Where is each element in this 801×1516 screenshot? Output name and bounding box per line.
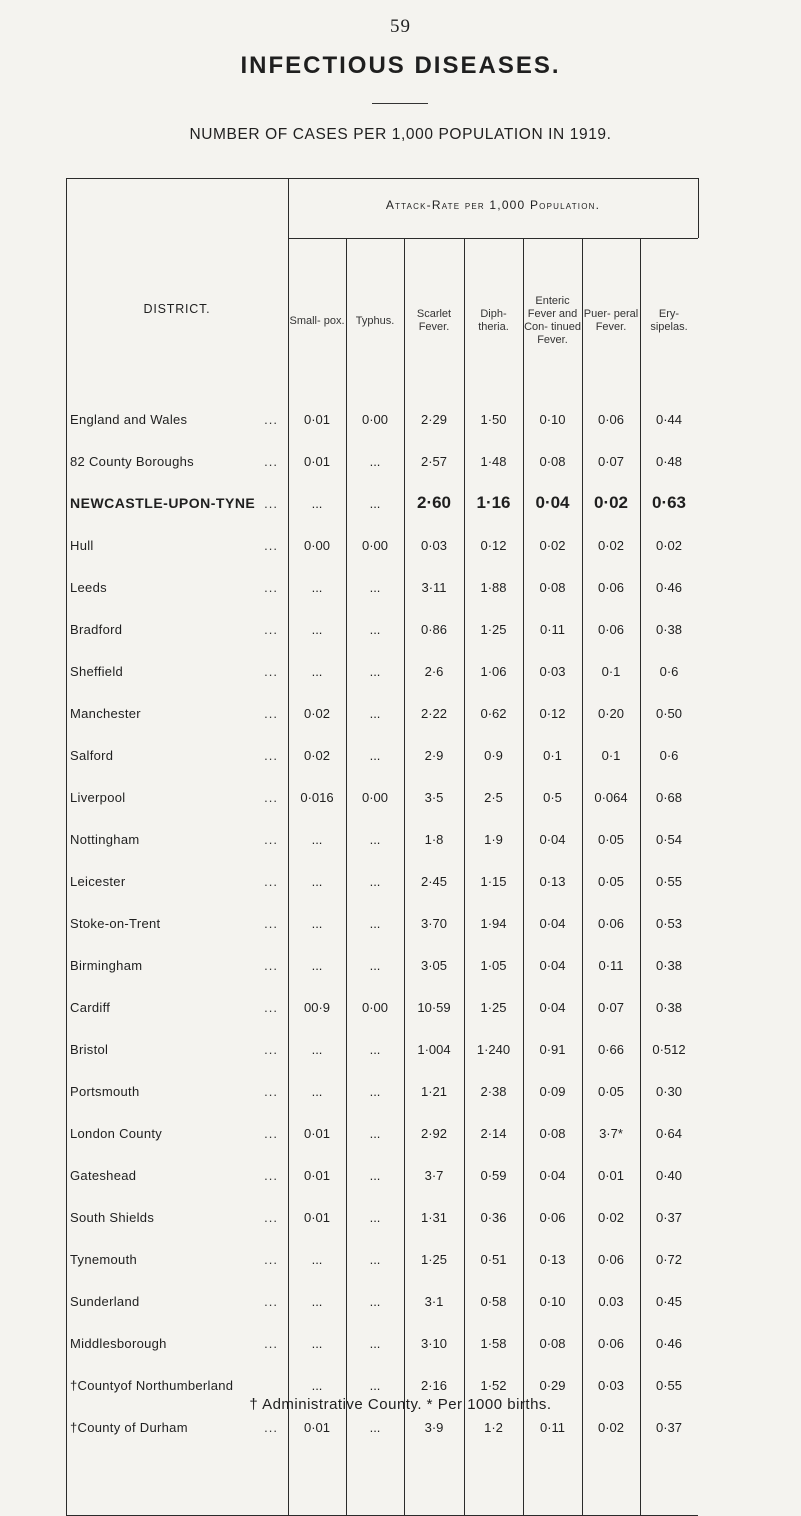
table-cell: ... [369,579,381,595]
table-cell: 0·13 [539,1251,566,1267]
table-cell: 1·94 [480,915,507,931]
table-cell: 0·1 [543,747,562,763]
table-cell: 3·5 [424,789,444,805]
district-name [70,484,284,522]
table-cell: 0·06 [597,915,625,931]
table-cell: 0·37 [655,1419,683,1435]
district-label: Bristol [70,1041,109,1057]
district-name [70,946,284,984]
leader-dots [122,622,284,637]
footnote: † Administrative County. * Per 1000 births. [249,1396,552,1413]
page-number: 59 [390,16,411,37]
table-cell: 0·08 [539,453,566,469]
column-header-puerperal-fever: Puer- peral Fever. [583,308,639,333]
table-cell: 1·21 [420,1083,448,1099]
table-cell: 0·00 [303,537,331,553]
leader-dots [187,412,284,427]
table-cell: 0·05 [597,1083,625,1099]
table-cell: 0·1 [601,663,621,679]
table-row [66,1198,698,1236]
table-cell: 0·59 [480,1167,507,1183]
table-cell: 2·29 [420,411,448,427]
district-label: London County [70,1125,163,1141]
district-name [70,778,284,816]
district-label: England and Wales [70,411,188,427]
leader-dots [136,1168,284,1183]
table-cell: 0·6 [659,747,679,763]
table-row [66,904,698,942]
table-cell: 0·02 [597,1209,625,1225]
table-cell: 1·06 [480,663,507,679]
leader-dots [94,538,284,553]
leader-dots [194,454,284,469]
table-cell: 0·02 [303,747,331,763]
district-name [70,694,284,732]
table-cell: 0·03 [539,663,566,679]
table-cell: 0·06 [597,411,625,427]
leader-dots [188,1420,284,1435]
leader-dots [162,1126,284,1141]
district-name [70,442,284,480]
table-row [66,862,698,900]
table-cell: 0·01 [303,453,331,469]
table-cell: 0·04 [535,493,570,512]
table-cell: 2·57 [420,453,448,469]
table-cell: 2·22 [420,705,448,721]
district-name [70,568,284,606]
table-cell: 0·05 [597,831,625,847]
table-cell: 0·46 [655,579,683,595]
column-header-smallpox: Small- pox. [289,314,345,327]
table-cell: 0·05 [597,873,625,889]
table-cell: 0·06 [597,579,625,595]
leader-dots [123,664,284,679]
table-cell: ... [369,1041,381,1057]
table-top-border [66,178,698,179]
table-cell: 0·29 [539,1377,566,1393]
district-name [70,862,284,900]
table-cell: 0·66 [597,1041,625,1057]
table-cell: 0·04 [539,999,566,1015]
table-cell: 0·68 [655,789,683,805]
table-cell: ... [369,495,381,511]
district-name [70,988,284,1026]
table-cell: 0·30 [655,1083,683,1099]
leader-dots [113,748,284,763]
table-cell: 0·02 [303,705,331,721]
table-cell: 0·07 [597,453,625,469]
column-header-typhus: Typhus. [355,314,395,327]
table-cell: 2·45 [420,873,448,889]
table-cell: 0·5 [543,789,562,805]
table-cell: 0·06 [597,1251,625,1267]
district-label: Cardiff [70,999,111,1015]
table-cell: ... [369,453,381,469]
table-cell: ... [311,579,323,595]
table-cell: 3·10 [420,1335,448,1351]
table-cell: 0·00 [361,411,389,427]
table-cell: 1·48 [480,453,507,469]
district-label: Manchester [70,705,141,721]
table-cell: ... [369,1167,381,1183]
district-label: Bradford [70,621,123,637]
table-cell: ... [369,957,381,973]
table-cell: 0·72 [655,1251,683,1267]
district-name [70,736,284,774]
table-cell: 0.03 [598,1293,624,1309]
table-row [66,946,698,984]
district-name [70,1408,284,1446]
table-cell: 0·54 [655,831,683,847]
table-cell: 0·40 [655,1167,683,1183]
leader-dots [139,1084,284,1099]
table-cell: ... [311,1293,323,1309]
district-label: Sunderland [70,1293,140,1309]
table-cell: 0·02 [593,493,629,512]
table-cell: 0·64 [655,1125,683,1141]
table-cell: 0·00 [361,999,389,1015]
district-name [70,1324,284,1362]
group-header-rule [288,238,698,239]
table-cell: 0·11 [539,621,566,637]
table-row [66,988,698,1026]
district-name [70,1240,284,1278]
leader-dots [125,874,284,889]
district-label: Stoke-on-Trent [70,915,161,931]
table-row [66,1240,698,1278]
table-cell: 0·51 [480,1251,507,1267]
table-cell: 2·92 [420,1125,448,1141]
column-header-scarlet-fever: Scarlet Fever. [416,308,452,333]
district-label: †County of Durham [70,1419,188,1435]
table-cell: ... [369,1293,381,1309]
table-cell: ... [311,831,323,847]
table-cell: 0·13 [539,873,566,889]
table-cell: 3·7* [599,1125,623,1141]
table-cell: 0·02 [539,537,566,553]
table-row [66,1408,698,1446]
table-cell: 0·08 [539,1335,566,1351]
table-cell: 1·88 [480,579,507,595]
district-name [70,610,284,648]
table-cell: 0·63 [651,493,687,512]
table-cell: 0·01 [597,1167,625,1183]
attack-rate-table [66,178,698,1515]
table-cell: ... [369,1377,381,1393]
table-cell: ... [369,1419,381,1435]
table-cell: 0·55 [655,873,683,889]
table-row [66,652,698,690]
district-label: Portsmouth [70,1083,140,1099]
table-cell: 0·9 [484,747,503,763]
table-cell: ... [369,873,381,889]
district-name [70,1030,284,1068]
table-cell: 3·11 [421,579,447,595]
table-row [66,1282,698,1320]
table-cell: 0·03 [597,1377,625,1393]
table-cell: 1·05 [480,957,507,973]
table-row [66,1114,698,1152]
table-cell: 0·45 [655,1293,683,1309]
table-cell: 0·38 [655,621,683,637]
table-cell: 0·44 [655,411,683,427]
district-header: DISTRICT. [143,302,211,316]
table-cell: 0·38 [655,999,683,1015]
table-cell: 1·004 [417,1041,451,1057]
table-cell: 1·58 [480,1335,507,1351]
table-cell: 3·9 [424,1419,444,1435]
table-cell: 0·06 [597,621,625,637]
district-name [70,1114,284,1152]
table-row [66,778,698,816]
table-cell: 1·8 [424,831,444,847]
table-cell: ... [311,1377,323,1393]
table-cell: 1·9 [484,831,503,847]
table-cell: 2·16 [420,1377,448,1393]
table-row [66,484,698,522]
table-cell: 10·59 [417,999,451,1015]
table-cell: ... [311,1083,323,1099]
table-row [66,568,698,606]
table-cell: 0·11 [598,957,624,973]
district-name [70,820,284,858]
district-name [70,652,284,690]
table-row [66,694,698,732]
table-cell: 1·25 [480,621,507,637]
district-name [70,904,284,942]
table-cell: 0·01 [303,1125,331,1141]
table-cell: 0·06 [597,1335,625,1351]
table-cell: 0·512 [652,1041,686,1057]
district-label: Sheffield [70,663,124,679]
district-name [70,526,284,564]
table-cell: 0·10 [539,1293,566,1309]
table-cell: 0·6 [659,663,679,679]
district-name [70,1198,284,1236]
table-cell: ... [369,831,381,847]
table-cell: 0·01 [303,1209,331,1225]
table-cell: 3·05 [420,957,448,973]
table-cell: 0·38 [655,957,683,973]
table-cell: 0·02 [597,537,625,553]
table-cell: ... [311,1251,323,1267]
table-cell: 2·14 [480,1125,507,1141]
district-label: Middlesborough [70,1335,167,1351]
table-cell: 0·11 [539,1419,566,1435]
table-cell: 0·08 [539,1125,566,1141]
group-header: Attack-Rate per 1,000 Population. [385,198,601,212]
table-cell: ... [311,915,323,931]
table-cell: 0·46 [655,1335,683,1351]
table-row [66,1324,698,1362]
table-cell: 1·31 [420,1209,448,1225]
table-cell: 0·09 [539,1083,566,1099]
table-cell: ... [369,663,381,679]
district-label: Leicester [70,873,126,889]
title-divider [372,103,428,104]
table-cell: ... [311,663,323,679]
table-cell: 1·2 [484,1419,503,1435]
leader-dots [141,706,284,721]
table-cell: 0·02 [655,537,683,553]
district-name [70,400,284,438]
table-cell: 0·01 [303,1167,331,1183]
table-cell: 1·16 [476,493,511,512]
table-cell: ... [369,1209,381,1225]
leader-dots [160,916,284,931]
table-cell: 3·70 [420,915,448,931]
table-row [66,526,698,564]
leader-dots [255,496,284,511]
table-cell: ... [369,1335,381,1351]
district-label: Gateshead [70,1167,137,1183]
table-row [66,442,698,480]
table-cell: 1·240 [476,1041,511,1057]
table-cell: 2·38 [480,1083,507,1099]
table-cell: ... [369,705,381,721]
table-cell: 0·01 [303,411,331,427]
district-name [70,1072,284,1110]
table-cell: 0·12 [480,537,507,553]
table-cell: 0·37 [655,1209,683,1225]
table-cell: 0·07 [597,999,625,1015]
leader-dots [107,580,284,595]
table-cell: 2·5 [484,789,503,805]
table-cell: 0·04 [539,831,566,847]
leader-dots [142,958,284,973]
district-name [70,1282,284,1320]
table-cell: 0·00 [361,537,389,553]
table-cell: ... [311,1041,323,1057]
table-row [66,1072,698,1110]
district-label: Salford [70,747,114,763]
column-header-diphtheria: Diph- theria. [478,308,509,333]
table-cell: 3·7 [424,1167,444,1183]
district-name [70,1156,284,1194]
table-cell: ... [311,1335,323,1351]
table-cell: 0·48 [655,453,683,469]
leader-dots [139,832,284,847]
district-label: Hull [70,537,94,553]
table-cell: 1·50 [480,411,507,427]
table-right-border [698,178,699,238]
table-row [66,820,698,858]
table-cell: ... [369,915,381,931]
table-cell: ... [311,621,323,637]
leader-dots [137,1252,284,1267]
table-cell: 0·06 [539,1209,566,1225]
table-row [66,1156,698,1194]
district-label: Tynemouth [70,1251,138,1267]
table-cell: 0·03 [420,537,448,553]
district-label: Liverpool [70,789,126,805]
table-cell: 0·36 [480,1209,507,1225]
leader-dots [140,1294,285,1309]
district-label: South Shields [70,1209,155,1225]
table-cell: 1·15 [480,873,507,889]
table-cell: 00·9 [303,999,331,1015]
table-cell: ... [369,621,381,637]
leader-dots [125,790,284,805]
table-cell: 2·6 [424,663,444,679]
table-cell: 1·52 [480,1377,507,1393]
table-cell: 0·04 [539,915,566,931]
table-cell: 2·60 [416,493,452,512]
district-label: NEWCASTLE-UPON-TYNE [70,495,256,511]
page-title: INFECTIOUS DISEASES. [240,52,561,79]
district-label: †Countyof Northumberland [70,1377,234,1393]
table-row [66,610,698,648]
table-cell: 1·25 [420,1251,448,1267]
table-cell: 0·016 [300,789,334,805]
leader-dots [167,1336,284,1351]
table-cell: 0·00 [361,789,389,805]
table-cell: ... [369,1083,381,1099]
table-cell: ... [311,495,323,511]
column-header-enteric-fever: Enteric Fever and Con- tinued Fever. [524,295,581,346]
table-cell: 1·25 [480,999,507,1015]
table-cell: 0·08 [539,579,566,595]
table-cell: 0·53 [655,915,683,931]
table-cell: 2·9 [424,747,444,763]
leader-dots [154,1210,284,1225]
table-cell: 0·01 [303,1419,331,1435]
table-cell: 0·62 [480,705,507,721]
leader-dots [108,1042,284,1057]
district-label: Nottingham [70,831,140,847]
table-cell: ... [311,957,323,973]
table-cell: 0·12 [539,705,566,721]
table-cell: ... [369,1251,381,1267]
table-cell: 0·064 [594,789,628,805]
table-cell: 0·55 [655,1377,683,1393]
district-label: Leeds [70,579,107,595]
district-label: 82 County Boroughs [70,453,194,469]
table-row [66,1030,698,1068]
table-cell: 0·86 [420,621,448,637]
table-cell: 0·10 [539,411,566,427]
district-label: Birmingham [70,957,143,973]
column-header-erysipelas: Ery- sipelas. [650,308,688,333]
table-cell: ... [311,873,323,889]
table-cell: 0·58 [480,1293,507,1309]
table-cell: 0·04 [539,957,566,973]
table-cell: 3·1 [424,1293,444,1309]
table-row [66,400,698,438]
table-row [66,736,698,774]
table-cell: 0·50 [655,705,683,721]
page-subtitle: NUMBER OF CASES PER 1,000 POPULATION IN 1919. [189,126,612,143]
leader-dots [110,1000,284,1015]
table-cell: ... [369,1125,381,1141]
table-cell: 0·1 [601,747,621,763]
table-cell: 0·02 [597,1419,625,1435]
table-cell: 0·04 [539,1167,566,1183]
table-cell: 0·91 [539,1041,566,1057]
table-cell: 0·20 [597,705,625,721]
table-cell: ... [369,747,381,763]
